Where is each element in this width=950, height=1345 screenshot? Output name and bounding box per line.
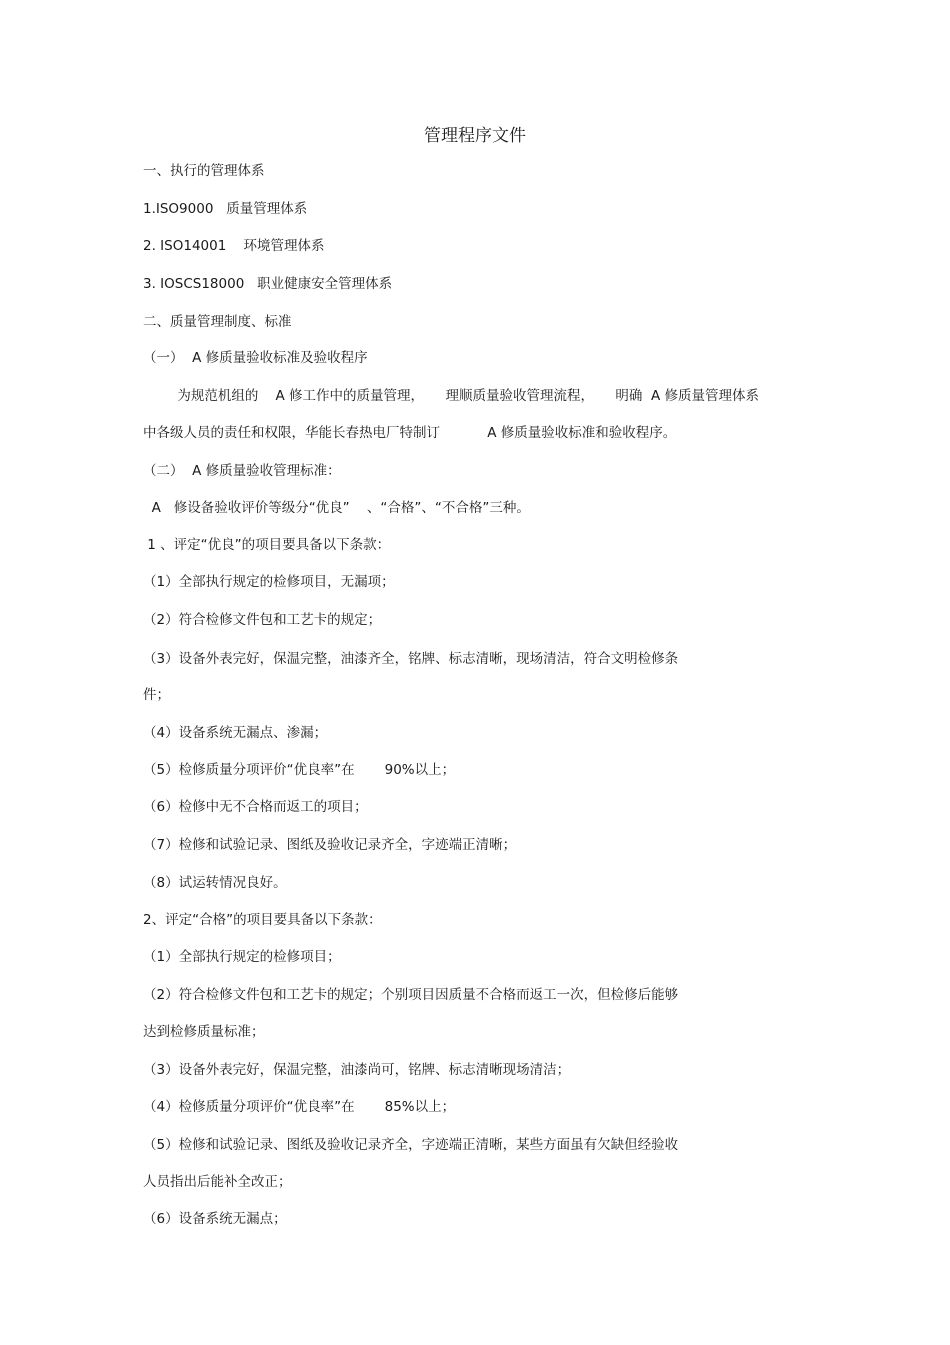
list-item: （2）符合检修文件包和工艺卡的规定； [143, 612, 382, 628]
list-item: （7）检修和试验记录、图纸及验收记录齐全，字迹端正清晰； [143, 837, 517, 853]
subsection-heading: （一） A 修质量验收标准及验收程序 [143, 350, 368, 366]
list-item: （4）设备系统无漏点、渗漏； [143, 725, 328, 741]
paragraph-line: 为规范机组的 A 修工作中的质量管理， 理顺质量验收管理流程， 明确 A 修质量管理体系 [143, 388, 760, 404]
list-item: （2）符合检修文件包和工艺卡的规定；个别项目因质量不合格而返工一次，但检修后能够 [143, 987, 679, 1003]
subsection-heading: （二） A 修质量验收管理标准： [143, 463, 341, 479]
list-item: （8）试运转情况良好。 [143, 875, 287, 891]
list-item: （3）设备外表完好，保温完整，油漆尚可，铭牌、标志清晰现场清洁； [143, 1062, 571, 1078]
list-item-continuation: 件； [143, 687, 170, 703]
list-item: 3. IOSCS18000 职业健康安全管理体系 [143, 276, 393, 292]
list-item: （6）检修中无不合格而返工的项目； [143, 799, 368, 815]
list-item: （4）检修质量分项评价“优良率”在 85%以上； [143, 1099, 456, 1115]
item-heading: 2、评定“合格”的项目要具备以下条款： [143, 912, 382, 928]
list-item: （1）全部执行规定的检修项目，无漏项； [143, 574, 395, 590]
list-item: （5）检修和试验记录、图纸及验收记录齐全，字迹端正清晰，某些方面虽有欠缺但经验收 [143, 1137, 679, 1153]
list-item: （5）检修质量分项评价“优良率”在 90%以上； [143, 762, 456, 778]
item-heading: 1 、评定“优良”的项目要具备以下条款： [143, 537, 391, 553]
list-item: 1.ISO9000 质量管理体系 [143, 201, 308, 217]
section-heading: 二、质量管理制度、标准 [143, 314, 292, 330]
list-item-continuation: 达到检修质量标准； [143, 1024, 265, 1040]
list-item-continuation: 人员指出后能补全改正； [143, 1174, 292, 1190]
paragraph-line: 中各级人员的责任和权限，华能长春热电厂特制订 A 修质量验收标准和验收程序。 [143, 425, 677, 441]
list-item: （1）全部执行规定的检修项目； [143, 949, 341, 965]
list-item: （6）设备系统无漏点； [143, 1211, 287, 1227]
list-item: 2. ISO14001 环境管理体系 [143, 238, 325, 254]
section-heading: 一、执行的管理体系 [143, 163, 265, 179]
document-title: 管理程序文件 [424, 126, 526, 146]
paragraph-line: A 修设备验收评价等级分“优良” 、“合格”、“不合格”三种。 [143, 500, 530, 516]
list-item: （3）设备外表完好，保温完整，油漆齐全，铭牌、标志清晰，现场清洁，符合文明检修条 [143, 651, 679, 667]
